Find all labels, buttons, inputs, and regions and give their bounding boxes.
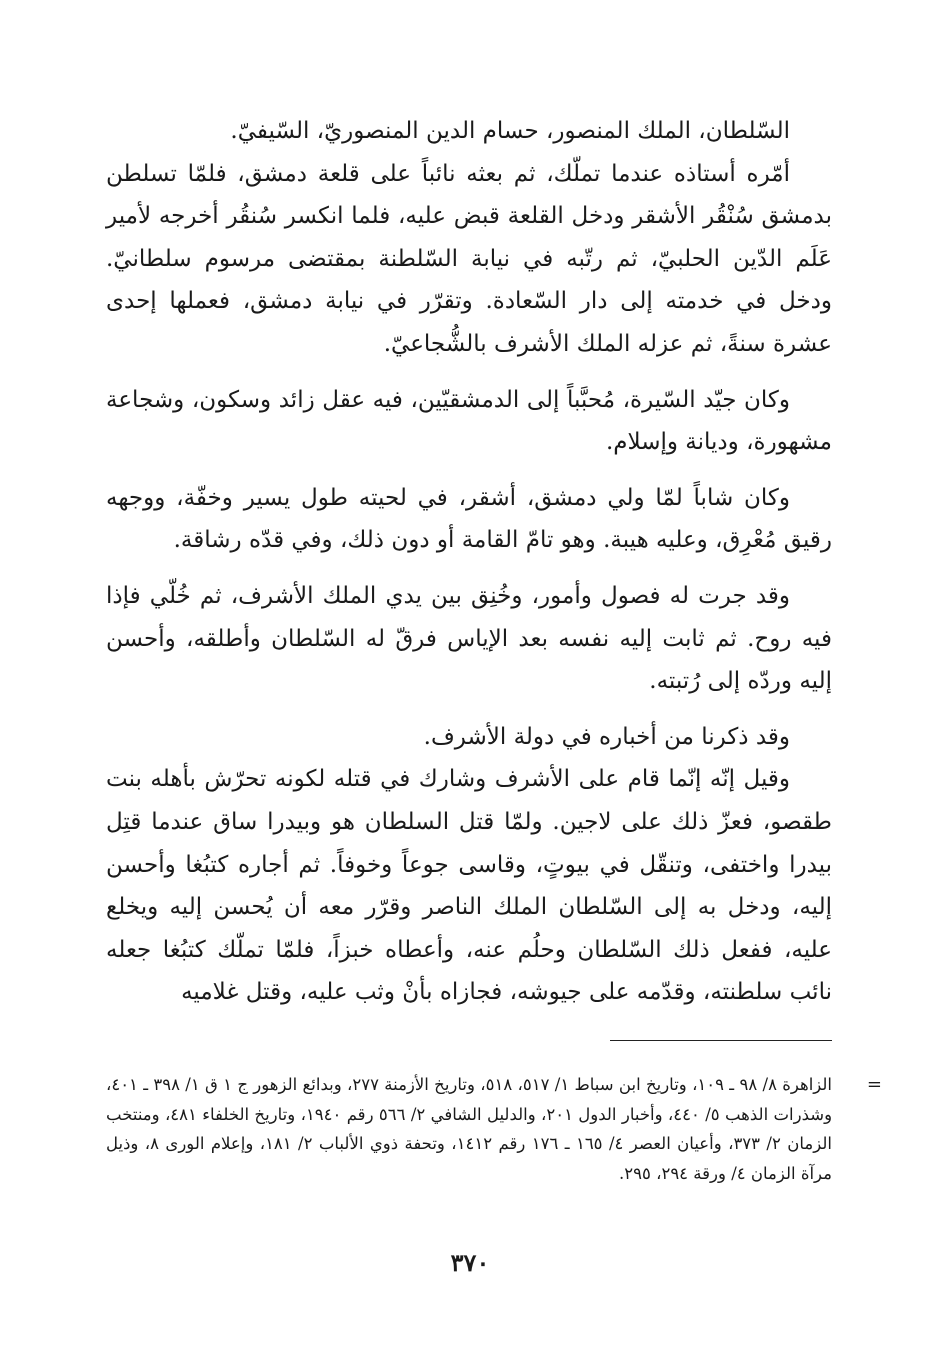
page-number: ٣٧٠ (450, 1248, 490, 1277)
footnote-separator (610, 1040, 832, 1041)
paragraph-appearance: وكان شاباً لمّا ولي دمشق، أشقر، في لحيته طول يسير وخفّة، ووجهه رقيق مُعْرِق، وعليه هيبة. وهو تامّ القامة أو دون ذلك، وفي قدّه رشاقة. (106, 484, 832, 554)
main-text (106, 110, 832, 1014)
paragraph-name-line: السّلطان، الملك المنصور، حسام الدين المنصوريّ، السّيفيّ. (230, 118, 790, 144)
paragraph-strangling: وقد جرت له فصول وأمور، وخُنِق بين يدي الملك الأشرف، ثم خُلّي فإذا فيه روح. ثم ثابت إليه نفسه بعد الإياس فرقّ له السّلطان وأطلقه، وأحسن إليه وردّه إلى رُتبته. (106, 582, 832, 695)
footnote-continuation-marker: = (866, 1074, 882, 1095)
paragraph-character: وكان جيّد السّيرة، مُحبَّباً إلى الدمشقيّين، فيه عقل زائد وسكون، وشجاعة مشهورة، وديانة وإسلام. (106, 386, 832, 456)
paragraph-reference: وقد ذكرنا من أخباره في دولة الأشرف. (423, 723, 790, 750)
footnote (106, 1070, 882, 1188)
footnote-text: الزاهرة ٨/ ٩٨ ـ ١٠٩، وتاريخ ابن سباط ١/ ٥١٧، ٥١٨، وتاريخ الأزمنة ٢٧٧، وبدائع الزهور ج ١ ق ١/ ٣٩٨ ـ ٤٠١، وشذرات الذهب ٥/ ٤٤٠، وأخبار الدول ٢٠١، والدليل الشافي ٢/ ٥٦٦ رقم ١٩٤٠، وتاريخ الخلفاء ٤٨١، ومنتخب الزمان ٢/ ٣٧٣، وأعيان العصر ٤/ ١٦٥ ـ ١٧٦ رقم ١٤١٢، وتحفة ذوي الألباب ٢/ ١٨١، وإعلام الورى ٨، وذيل مرآة الزمان ٤/ ورقة ٢٩٤، ٢٩٥. (106, 1075, 833, 1183)
paragraph-career: أمّره أستاذه عندما تملّك، ثم بعثه نائباً على قلعة دمشق، فلمّا تسلطن بدمشق سُنْقُر الأشقر ودخل القلعة قبض عليه، فلما انكسر سُنقُر أخرجه لأمير عَلَم الدّين الحلبيّ، ثم رتّبه في نيابة السّلطنة بمقتضى مرسوم سلطانيّ. ودخل في خدمته إلى دار السّعادة. وتقرّر في نيابة دمشق، فعملها إحدى عشرة سنةً، ثم عزله الملك الأشرف بالشُّجاعيّ. (106, 160, 832, 357)
paragraph-assassination: وقيل إنّه إنّما قام على الأشرف وشارك في قتله لكونه تحرّش بأهله بنت طقصو، فعزّ ذلك على لاجين. ولمّا قتل السلطان هو وبيدرا ساق عندما قتِل بيدرا واختفى، وتنقّل في بيوتٍ، وقاسى جوعاً وخوفاً. ثم أجاره كتبُغا وأحسن إليه، ودخل به إلى السّلطان الملك الناصر وقرّر معه أن يُحسن إليه ويخلع عليه، ففعل ذلك السّلطان وحلُم عنه، وأعطاه خبزاً، فلمّا تملّك كتبُغا جعله نائب سلطنته، وقدّمه على جيوشه، فجازاه بأنْ وثب عليه، وقتل غلاميه (106, 766, 832, 1006)
